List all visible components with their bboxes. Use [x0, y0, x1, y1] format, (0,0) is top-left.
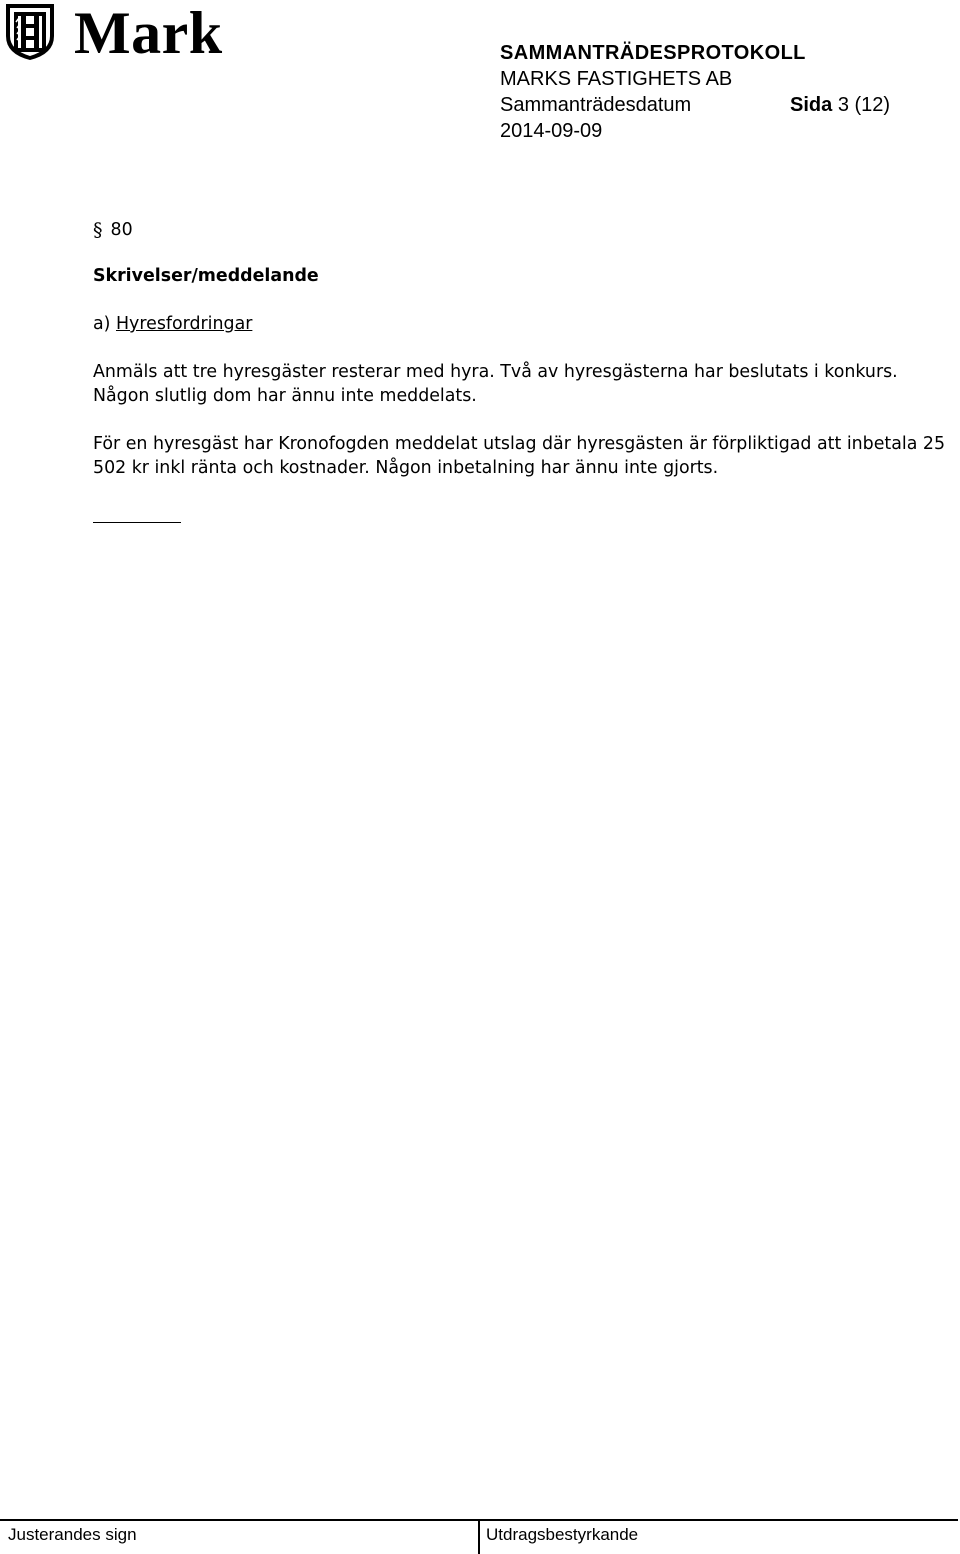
protocol-section — [93, 216, 953, 523]
section-sign-icon: § — [93, 219, 103, 241]
subsection-title: Hyresfordringar — [115, 314, 253, 334]
logo-wordmark: Mark — [74, 0, 223, 66]
page-number: 3 (12) — [837, 94, 891, 116]
subsection-heading — [93, 312, 953, 336]
page-label: Sida — [790, 94, 833, 116]
page-indicator — [790, 92, 890, 118]
section-heading: Skrivelser/meddelande — [93, 266, 319, 286]
document-title: SAMMANTRÄDESPROTOKOLL — [500, 42, 806, 64]
footer-adjuster-signature: Justerandes sign — [8, 1525, 137, 1544]
date-page-row — [500, 92, 920, 118]
section-end-rule — [93, 522, 181, 523]
subsection-prefix: a) — [93, 314, 116, 334]
document-header — [500, 40, 920, 144]
paragraph-1: Anmäls att tre hyresgäster resterar med hyra. Två av hyresgästerna har beslutats i konkurs. Någon slutlig dom har ännu inte meddelats. — [93, 362, 898, 406]
section-number: 80 — [110, 220, 133, 240]
section-number-row — [93, 216, 953, 244]
footer-column-divider — [478, 1520, 480, 1554]
paragraph-2: För en hyresgäst har Kronofogden meddelat utslag där hyresgästen är förpliktigad att inbetala 25 502 kr inkl ränta och kostnader. Någon inbetalning har ännu inte gjorts. — [93, 434, 946, 478]
meeting-date-label: Sammanträdesdatum — [500, 94, 692, 116]
organization-name: MARKS FASTIGHETS AB — [500, 68, 733, 90]
municipal-coat-of-arms-icon — [2, 2, 58, 62]
meeting-date: 2014-09-09 — [500, 120, 603, 142]
footer-certification: Utdragsbestyrkande — [486, 1525, 639, 1544]
